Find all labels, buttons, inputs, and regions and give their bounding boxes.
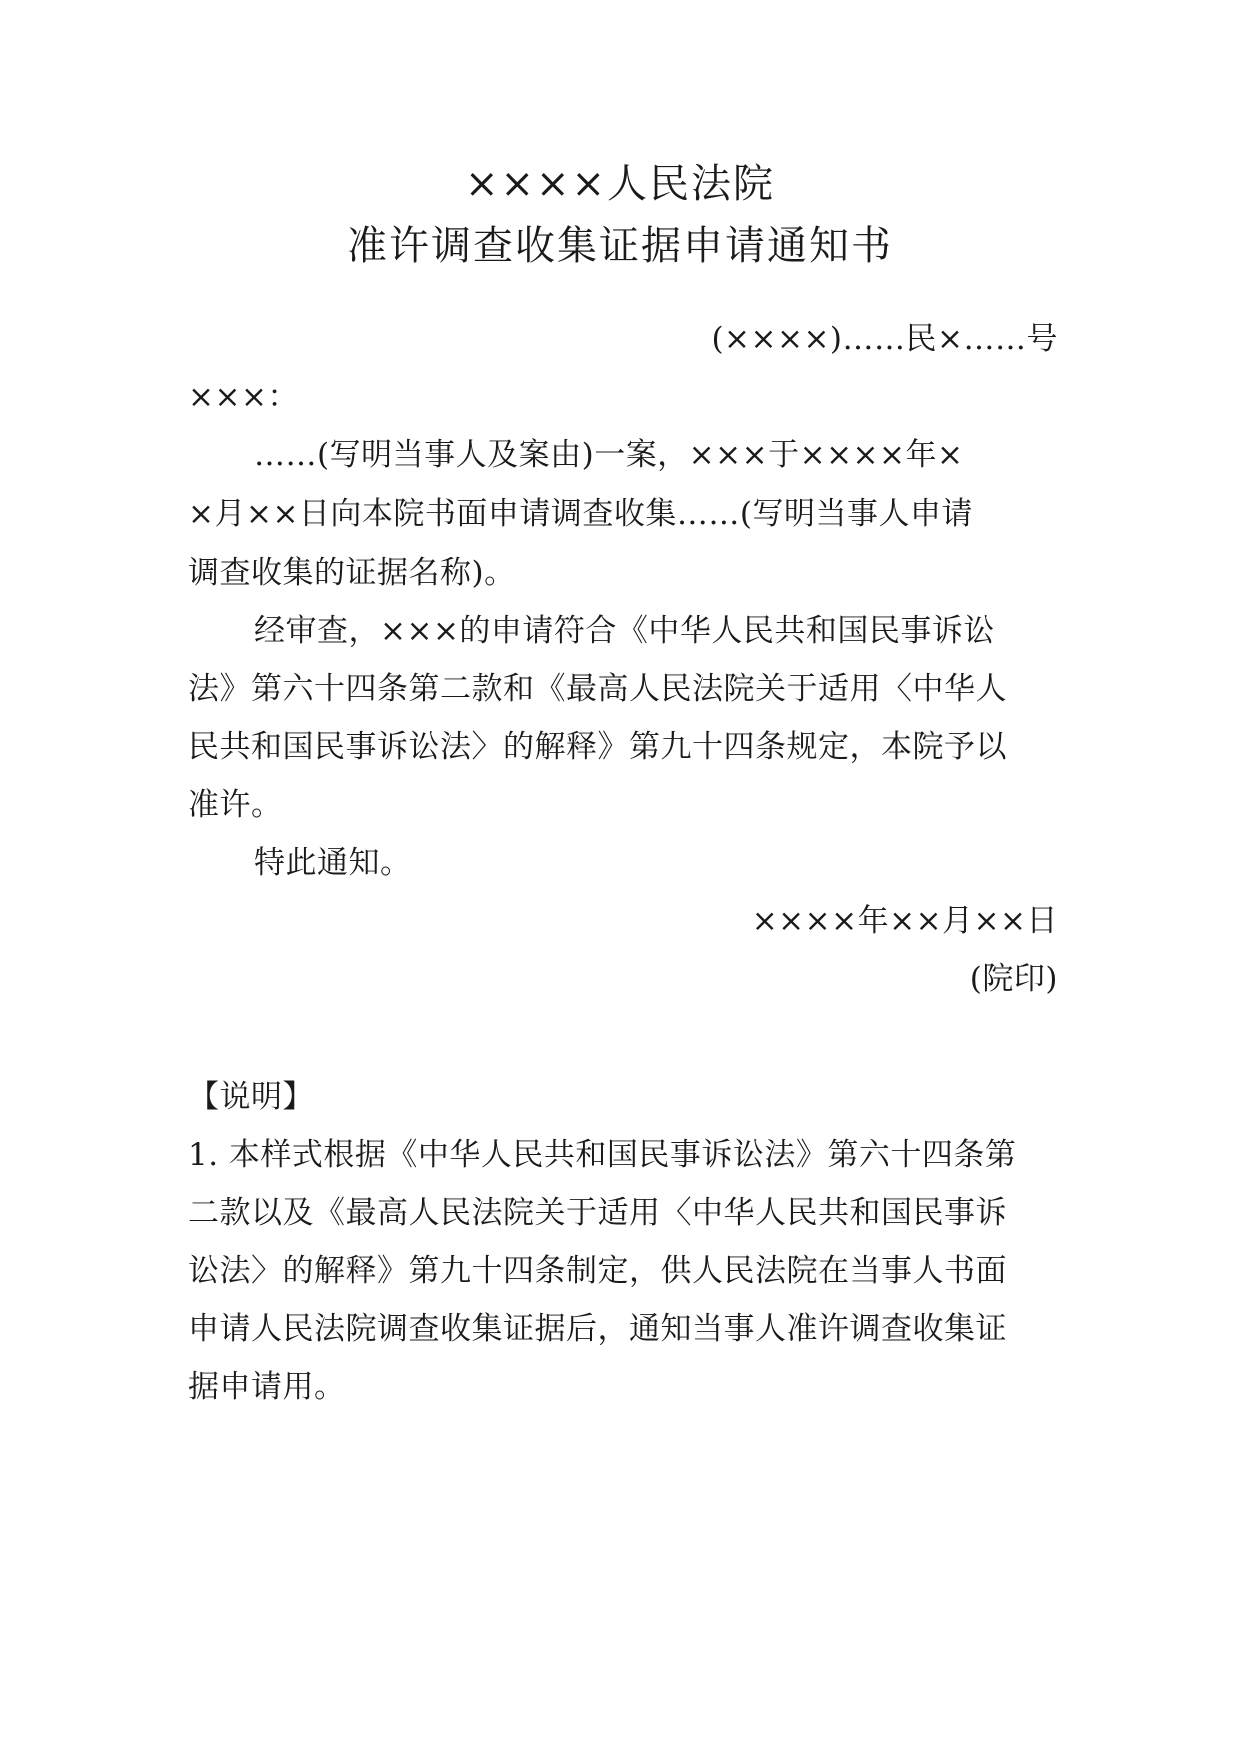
signature-date: ××××年××月××日 [751, 903, 1058, 939]
document-title: 准许调查收集证据申请通知书 [347, 223, 893, 269]
paragraph-line: ……(写明当事人及案由)一案，×××于××××年× [254, 437, 964, 473]
notes-line: 讼法〉的解释》第九十四条制定，供人民法院在当事人书面 [188, 1253, 1007, 1289]
notes-line: 申请人民法院调查收集证据后，通知当事人准许调查收集证 [188, 1311, 1007, 1347]
court-name: ××××人民法院 [464, 161, 776, 207]
paragraph-line: 调查收集的证据名称)。 [188, 555, 516, 591]
court-seal: (院印) [969, 961, 1058, 997]
paragraph-line: 民共和国民事诉讼法〉的解释》第九十四条规定，本院予以 [188, 729, 1007, 765]
paragraph-line: 准许。 [188, 787, 283, 823]
case-number: (××××)……民×……号 [711, 321, 1058, 357]
addressee: ×××： [188, 379, 299, 415]
paragraph-line: ×月××日向本院书面申请调查收集……(写明当事人申请 [188, 496, 974, 532]
notes-line: 二款以及《最高人民法院关于适用〈中华人民共和国民事诉 [188, 1195, 1007, 1231]
paragraph-line: 法》第六十四条第二款和《最高人民法院关于适用〈中华人 [188, 671, 1007, 707]
notes-line: 1. 本样式根据《中华人民共和国民事诉讼法》第六十四条第 [188, 1137, 1017, 1173]
paragraph-line: 经审查，×××的申请符合《中华人民共和国民事诉讼 [254, 613, 995, 649]
closing-statement: 特此通知。 [254, 845, 412, 881]
notes-line: 据申请用。 [188, 1369, 346, 1405]
notes-heading: 【说明】 [188, 1079, 314, 1115]
